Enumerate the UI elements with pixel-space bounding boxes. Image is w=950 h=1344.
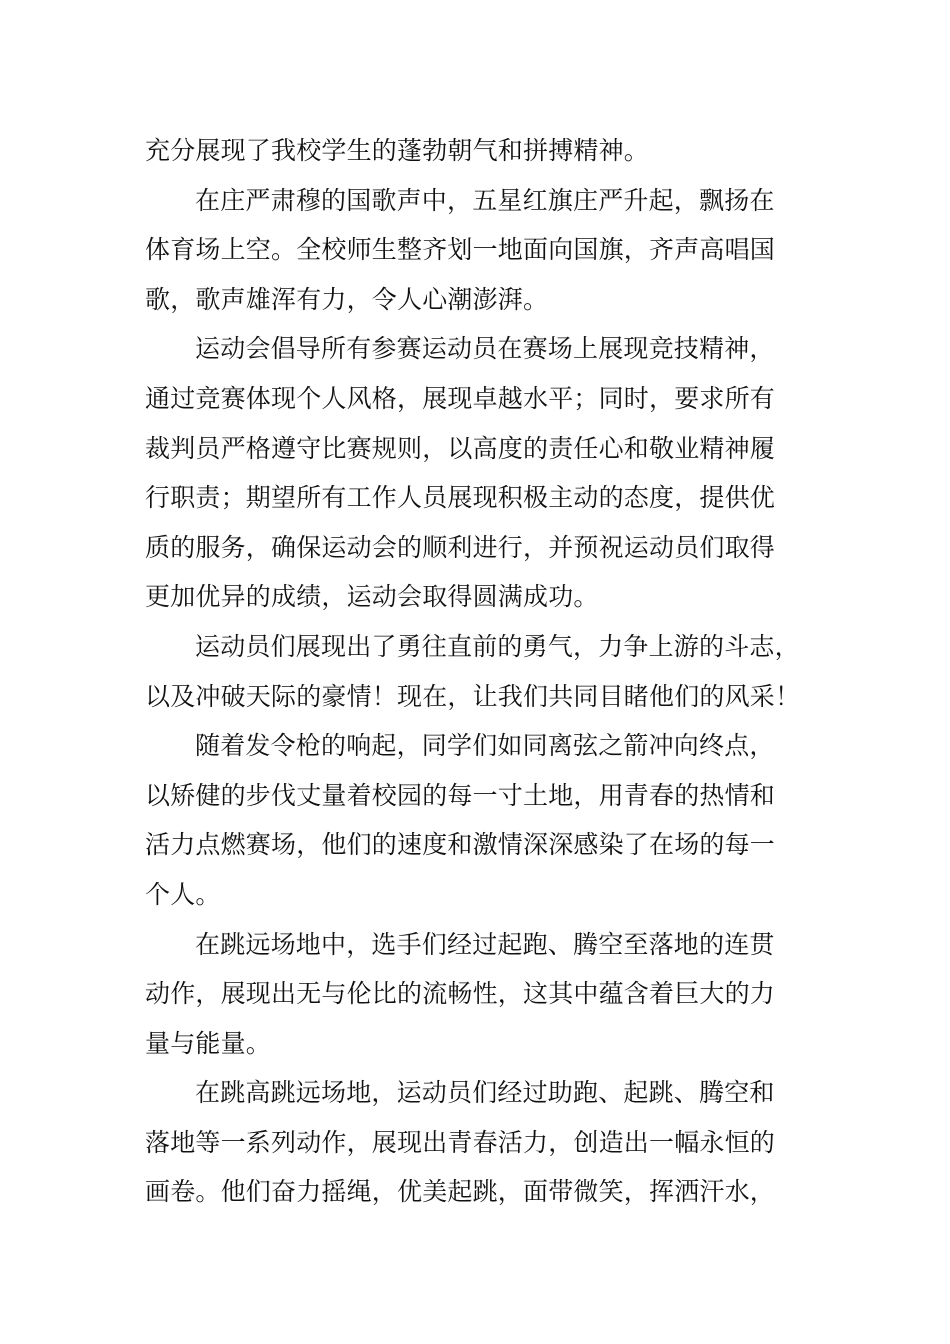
text-line: 裁判员严格遵守比赛规则，以高度的责任心和敬业精神履 [145, 433, 776, 463]
text-line: 活力点燃赛场，他们的速度和激情深深感染了在场的每一 [145, 830, 776, 860]
text-line: 动作，展现出无与伦比的流畅性，这其中蕴含着巨大的力 [145, 979, 776, 1009]
paragraph-7 [145, 1068, 835, 1217]
paragraph-1 [145, 126, 835, 176]
paragraph-2 [145, 176, 835, 325]
paragraph-5 [145, 721, 835, 919]
paragraph-3 [145, 324, 835, 622]
text-line: 个人。 [145, 879, 221, 909]
paragraph-6 [145, 920, 835, 1069]
document-body [145, 126, 835, 1217]
text-line: 通过竞赛体现个人风格，展现卓越水平；同时，要求所有 [145, 383, 776, 413]
text-line: 行职责；期望所有工作人员展现积极主动的态度，提供优 [145, 483, 776, 513]
text-line: 量与能量。 [145, 1028, 272, 1058]
text-line: 画卷。他们奋力摇绳，优美起跳，面带微笑，挥洒汗水， [145, 1177, 776, 1207]
paragraph-4 [145, 622, 835, 721]
text-line: 在庄严肃穆的国歌声中，五星红旗庄严升起，飘扬在 [195, 185, 775, 215]
text-line: 歌，歌声雄浑有力，令人心潮澎湃。 [145, 284, 549, 314]
text-line: 质的服务，确保运动会的顺利进行，并预祝运动员们取得 [145, 532, 776, 562]
text-line: 随着发令枪的响起，同学们如同离弦之箭冲向终点， [195, 731, 775, 761]
text-line: 运动会倡导所有参赛运动员在赛场上展现竞技精神， [195, 334, 775, 364]
text-line: 在跳高跳远场地，运动员们经过助跑、起跳、腾空和 [195, 1078, 775, 1108]
text-line: 体育场上空。全校师生整齐划一地面向国旗，齐声高唱国 [145, 235, 776, 265]
text-line: 以矫健的步伐丈量着校园的每一寸土地，用青春的热情和 [145, 780, 776, 810]
text-line: 更加优异的成绩，运动会取得圆满成功。 [145, 582, 599, 612]
text-line: 落地等一系列动作，展现出青春活力，创造出一幅永恒的 [145, 1127, 776, 1157]
text-line: 以及冲破天际的豪情！现在，让我们共同目睹他们的风采！ [145, 681, 801, 711]
text-line: 充分展现了我校学生的蓬勃朝气和拼搏精神。 [145, 136, 650, 165]
text-line: 在跳远场地中，选手们经过起跑、腾空至落地的连贯 [195, 929, 775, 959]
text-line: 运动员们展现出了勇往直前的勇气，力争上游的斗志， [195, 631, 800, 661]
